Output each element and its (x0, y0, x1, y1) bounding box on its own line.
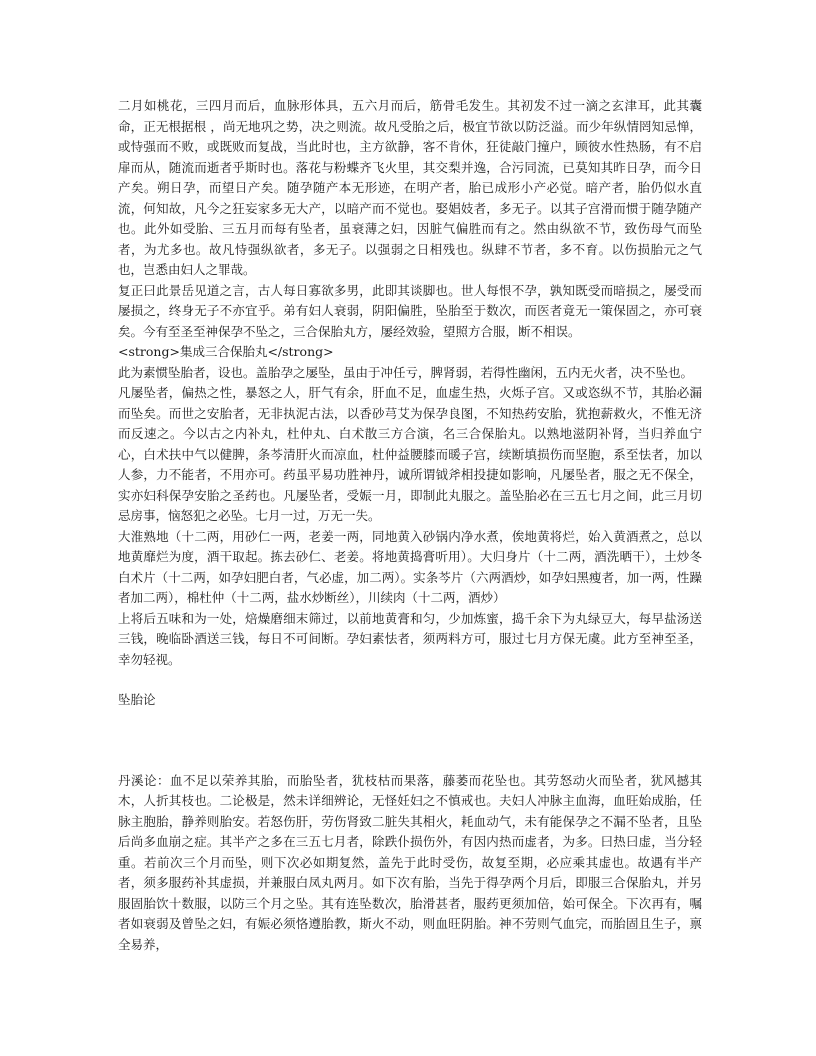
paragraph-danxi-discussion: 丹溪论：血不足以荣养其胎，而胎坠者，犹枝枯而果落，藤萎而花坠也。其劳怒动火而坠者，犹风撼其木，人折其枝也。二论极是，然未详细辨论，无怪妊妇之不慎戒也。夫妇人冲脉主血海，血旺始成胎，任脉主胞胎，静养则胎安。若怒伤肝，劳伤肾致二脏失其相火，耗血动气，未有能保孕之不漏不坠者，且坠后尚多血崩之症。其半产之多在三五七月者，除跌仆损伤外，有因内热而虚者，为多。曰热曰虚，当分轻重。若前次三个月而坠，则下次必如期复然，盖先于此时受伤，故复至期，必应乘其虚也。故遇有半产者，须多服药补其虚损，并兼服白凤丸两月。如下次有胎，当先于得孕两个月后，即服三合保胎丸，并另服固胎饮十数服，以防三个月之坠。其有连坠数次，胎滑甚者，服药更须加倍，始可保全。下次再有，嘱者如衰弱及曾坠之妇，有娠必须恪遵胎教，斯火不动，则血旺阴胎。神不劳则气血完，而胎固且生子，禀全易养， (118, 772, 702, 952)
paragraph-recipe-purpose: 此为素惯坠胎者，设也。盖胎孕之屡坠，虽由于冲任亏，脾肾弱，若得性幽闲，五内无火者，决不坠也。 (118, 364, 694, 380)
document-page (118, 96, 702, 955)
paragraph-pregnancy-development: 二月如桃花，三四月而后，血脉形体具，五六月而后，筋骨毛发生。其初发不过一滴之玄津耳，此其囊命，正无根据根 ，尚无地巩之势，决之则流。故凡受胎之后，极宜节欲以防泛溢。而少年纵情罔知忌惮，或恃强而不败，或既败而复战，当此时也，主方欲静，客不肯休，狂徒敲门撞户，顾彼水性热肠，有不启扉而从，随流而逝者乎斯时也。落花与粉蝶齐飞火里，其交梨并逸，合污同流，已莫知其昨日孕，而今日产矣。朔日孕，而望日产矣。随孕随产本无形迹，在明产者，胎已成形小产必觉。暗产者，胎仍似水直流，何知故，凡今之狂妄家多无大产，以暗产而不觉也。娶娼妓者，多无子。以其子宫滑而惯于随孕随产也。此外如受胎、三五月而每有坠者，虽衰薄之妇，因脏气偏胜而有之。然由纵欲不节，致伤母气而坠者，为尤多也。故凡恃强纵欲者，多无子。以强弱之日相残也。纵肆不节者，多不育。以伤损胎元之气也，岂悉由妇人之罪哉。 (118, 98, 702, 277)
recipe-heading: <strong>集成三合保胎丸</strong> (118, 344, 334, 359)
paragraph-ingredients: 大淮熟地（十二两，用砂仁一两，老姜一两，同地黄入砂锅内净水煮，俟地黄将烂，始入黄酒煮之，总以地黄靡烂为度，酒干取起。拣去砂仁、老姜。将地黄捣膏听用）。大归身片（十二两，酒洗晒干），土炒冬白术片（十二两，如孕妇肥白者，气必虚，加二两）。实条芩片（六两酒炒，如孕妇黑瘦者，加一两，性躁者加二两），棉杜仲（十二两，盐水炒断丝），川续肉（十二两，酒炒） (118, 528, 702, 605)
section-title: 坠胎论 (118, 692, 156, 707)
paragraph-recipe-rationale: 凡屡坠者，偏热之性，暴怒之人，肝气有余，肝血不足，血虚生热，火烁子宫。又或恣纵不节，其胎必漏而坠矣。而世之安胎者，无非执泥古法，以香砂芎艾为保孕良图，不知热药安胎，犹抱薪救火，不惟无济而反速之。今以古之内补丸，杜仲丸、白术散三方合演，名三合保胎丸。以熟地滋阴补肾，当归养血宁心，白术扶中气以健脾，条芩清肝火而凉血，杜仲益腰膝而暖子宫，续断填损伤而坚胞，系至怯者，加以人参，力不能者，不用亦可。药虽平易功胜神丹，诚所谓钺斧相投捷如影响，凡屡坠者，服之无不保全，实亦妇科保孕安胎之圣药也。凡屡坠者，受娠一月，即制此丸服之。盖坠胎必在三五七月之间，此三月切忌房事，恼怒犯之必坠。七月一过，万无一失。 (118, 385, 702, 523)
paragraph-commentary: 复正曰此景岳见道之言，古人每日寡欲多男，此即其谈脚也。世人每恨不孕，孰知既受而暗损之，屡受而屡损之，终身无子不亦宜乎。弟有妇人衰弱，阴阳偏胜，坠胎至于数次，而医者竟无一策保固之，亦可衰矣。今有至圣至神保孕不坠之，三合保胎丸方，屡经效验，望照方合服，断不相误。 (118, 282, 702, 339)
paragraph-preparation: 上将后五味和为一处，焙燥磨细末筛过，以前地黄膏和匀，少加炼蜜，捣千余下为丸绿豆大，每早盐汤送三钱，晚临卧酒送三钱，每日不可间断。孕妇素怯者，须两料方可，服过七月方保无虞。此方至神至圣，幸勿轻视。 (118, 610, 702, 667)
